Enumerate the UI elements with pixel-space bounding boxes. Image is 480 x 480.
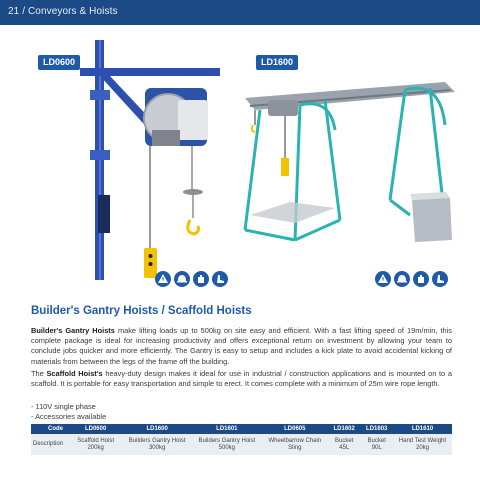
table-cell: Scaffold Hoist 200kg: [69, 434, 122, 455]
table-cell: Builders Gantry Hoist 500kg: [192, 434, 262, 455]
warning-icon: [155, 271, 171, 287]
page-title: 21 / Conveyors & Hoists: [8, 6, 118, 17]
scaffold-name: Scaffold Hoist's: [46, 369, 103, 378]
table-header: LD1600: [122, 424, 192, 434]
table-cell: Bucket 90L: [360, 434, 393, 455]
table-header: LD1603: [360, 424, 393, 434]
warning-icon: [375, 271, 391, 287]
gantry-name: Builder's Gantry Hoists: [31, 326, 115, 335]
list-item: - Accessories available: [31, 412, 106, 422]
scaffold-description: [31, 369, 452, 389]
boots-icon: [432, 271, 448, 287]
table-cell: Wheelbarrow Chain Sling: [262, 434, 328, 455]
product-tag-ld0600: LD0600: [38, 55, 80, 70]
spec-table: [31, 424, 452, 455]
helmet-icon: [174, 271, 190, 287]
header-bar: [0, 0, 480, 25]
gantry-text: make lifting loads up to 500kg on site easy and efficient. With a fast lifting speed of 19m/min, this complete package is ideal for increasing productivity and offers exceptional return on investment by allowing your team to conclude jobs quicker and more efficiently. The Gantry is easy to setup and includes a kick plate to avoid accidental kicking of materials from between the legs of the frame off the building.: [31, 326, 452, 366]
table-header-row: [31, 424, 452, 434]
scaffold-text: heavy-duty design makes it ideal for use in industrial / construction applications and is mounted on to a scaffold. It is portable for easy transportation and simple to erect. It comes complete with a minimum of 25m wire rope length.: [31, 369, 452, 389]
gloves-icon: [193, 271, 209, 287]
table-header: LD1610: [393, 424, 452, 434]
helmet-icon: [394, 271, 410, 287]
boots-icon: [212, 271, 228, 287]
table-cell: Hand Test Weight 20kg: [393, 434, 452, 455]
table-header: LD0600: [69, 424, 122, 434]
list-item: - 110V single phase: [31, 402, 106, 412]
table-cell: Description: [31, 434, 69, 455]
table-header: LD0605: [262, 424, 328, 434]
scaffold-pre: The: [31, 369, 47, 378]
table-header: Code: [31, 424, 69, 434]
safety-icons-right: [375, 271, 448, 287]
table-header: LD1601: [192, 424, 262, 434]
gloves-icon: [413, 271, 429, 287]
table-header: LD1602: [328, 424, 361, 434]
product-tag-ld1600: LD1600: [256, 55, 298, 70]
safety-icons-left: [155, 271, 228, 287]
section-title: Builder's Gantry Hoists / Scaffold Hoists: [31, 305, 252, 317]
gantry-description: [31, 326, 452, 367]
table-cell: Bucket 45L: [328, 434, 361, 455]
builders-gantry-image: [240, 80, 460, 260]
feature-list: [31, 402, 106, 421]
table-row: [31, 434, 452, 455]
table-cell: Builders Gantry Hoist 300kg: [122, 434, 192, 455]
